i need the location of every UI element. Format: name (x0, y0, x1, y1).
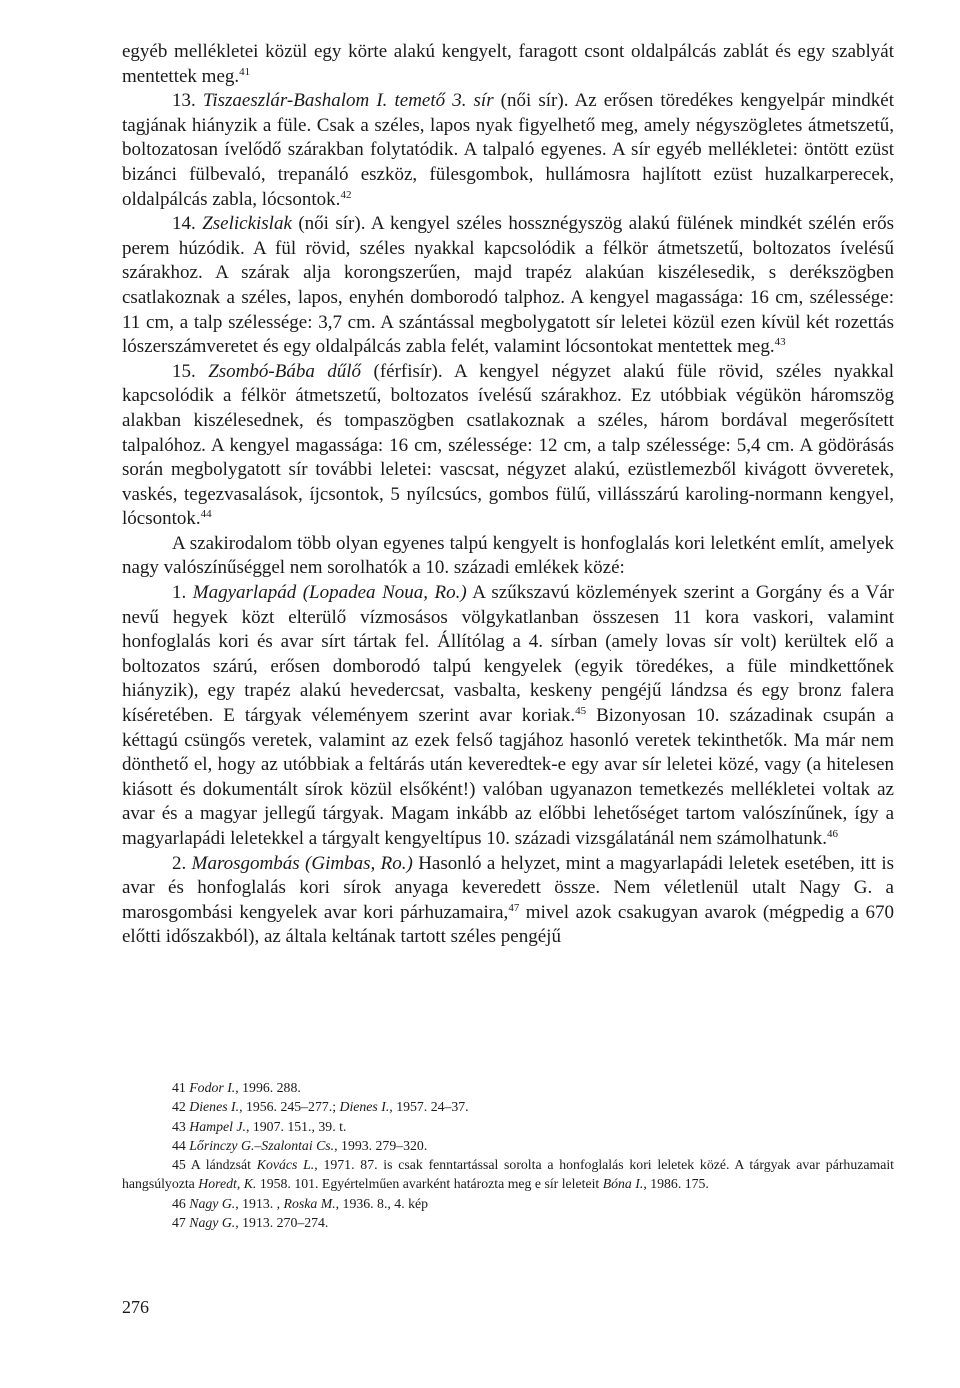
footnote (122, 1097, 894, 1116)
footnote (122, 1117, 894, 1136)
text-run: (női sír). Az erősen töredékes kengyelpár mindkét tagjának hiányzik a füle. Csak a széles, lapos nyak figyelhető meg, amely négyszögletes átmetszetű, boltozatosan ívelődő szárakban folytatódik. A talpaló egyenes. A sír egyéb mellékletei: öntött ezüst bizánci fülbevaló, trepanáló eszköz, fülesgombok, hullámosra hajlított ezüst huzalkarperecek, oldalpálcás zabla, lócsontok. (122, 90, 894, 210)
footnote-ref: 46 (827, 828, 839, 840)
footnote (122, 1078, 894, 1097)
italic-text: Magyarlapád (Lopadea Noua, Ro.) (192, 582, 467, 604)
text-run: 13. (172, 90, 203, 112)
italic-text: Bóna I. (602, 1176, 644, 1192)
italic-text: Fodor I. (189, 1080, 236, 1095)
footnote (122, 1136, 894, 1155)
footnotes (122, 1078, 894, 1232)
text-run: 1958. 101. Egyértelműen avarként határozta meg e sír leleteit (256, 1176, 603, 1192)
italic-text: Marosgombás (Gimbas, Ro.) (191, 852, 413, 874)
footnote (122, 1194, 894, 1213)
paragraph (122, 532, 894, 581)
text-run: 1. (172, 582, 193, 604)
paragraph (122, 40, 894, 89)
text-run: 45 A lándzsát (172, 1157, 257, 1173)
text-run: 2. (172, 852, 192, 874)
text-run: Bizonyosan 10. századinak csupán a kéttagú csüngős veretek, valamint az ezek felső tagjához hasonló veretek tekinthetők. Ma már nem dönthető el, hogy az utóbbiak a feltárás után keveredtek-e egy avar sír leletei közé, vagy (a hitelesen kiásott és dokumentált sírok közül elsőként!) valóban ugyanazon temetkezés mellékletei voltak az avar és a magyar jellegű tárgyak. Magam inkább az előbbi lehetőséget tartom valószínűnek, így a magyarlapádi leletekkel a tárgyalt kengyeltípus 10. századi vizsgálatánál nem számolhatunk. (122, 705, 894, 849)
text-run: (férfisír). A kengyel négyzet alakú füle rövid, széles nyakkal kapcsolódik a félkör átmetszetű, boltozatos ívelésű szárakhoz. Ez utóbbiak végükön háromszög alakban kiszélesednek, és tompaszögben csatlakoznak a széles, három bordával megerősített talpalóhoz. A kengyel magassága: 16 cm, szélessége: 12 cm, a talp szélessége: 5,4 cm. A gödörásás során megbolygatott sír további leletei: vascsat, négyzet alakú, ezüstlemezből kivágott övveretek, vaskés, tegezvasalások, íjcsontok, 5 nyílcsúcs, gombos fülű, villásszárú karoling-normann kengyel, lócsontok. (122, 360, 895, 530)
text-run: 46 (172, 1195, 190, 1211)
text-run: 44 (172, 1137, 190, 1153)
footnote-ref: 41 (239, 65, 251, 78)
text-run: , 1913. , (235, 1195, 284, 1211)
italic-text: Nagy G. (189, 1215, 236, 1231)
text-run: , 1936. 8., 4. kép (335, 1195, 429, 1211)
paragraph (122, 852, 894, 950)
italic-text: Dienes I. (189, 1099, 240, 1115)
italic-text: Horedt, K. (198, 1176, 257, 1192)
text-run: , 1907. 151., 39. t. (245, 1118, 347, 1134)
footnote-ref: 43 (774, 336, 786, 349)
text-run: , 1913. 270–274. (235, 1215, 329, 1231)
italic-text: Dienes I. (339, 1099, 390, 1115)
italic-text: Zsombó-Bába dűlő (208, 360, 362, 382)
footnote-ref: 42 (340, 188, 352, 201)
paragraph (122, 360, 894, 532)
text-run: , 1957. 24–37. (389, 1099, 469, 1115)
italic-text: Kovács L. (256, 1157, 315, 1173)
text-run: 47 (172, 1215, 190, 1231)
text-run: egyéb mellékletei közül egy körte alakú kengyelt, faragott csont oldalpálcás zablát és egy szablyát mentettek meg. (122, 41, 894, 87)
text-run: 42 (172, 1099, 190, 1115)
text-run: mivel azok csakugyan avarok (mégpedig a 670 előtti időszakból), az általa keltának tartott széles pengéjű (122, 901, 894, 948)
text-run: , 1956. 245–277.; (239, 1099, 340, 1115)
italic-text: Zselickislak (202, 213, 292, 235)
footnote (122, 1155, 894, 1194)
footnote-ref: 47 (508, 901, 520, 914)
text-run: , 1996. 288. (235, 1080, 301, 1095)
paragraph (122, 89, 894, 212)
text-run: Hasonló a helyzet, mint a magyarlapádi leletek esetében, itt is avar és honfoglalás kori sírok anyaga keveredett össze. Nem véletlenül utalt Nagy G. a marosgombási kengyelek avar kori párhuzamaira, (122, 852, 894, 923)
footnote (122, 1213, 894, 1232)
page-number: 276 (122, 1297, 149, 1317)
italic-text: Tiszaeszlár-Bashalom I. temető 3. sír (202, 90, 494, 112)
text-run: A szűkszavú közlemények szerint a Gorgány és a Vár nevű hegyek közt elterülő vízmosásos völgykatlanban összesen 11 kora vaskori, valamint honfoglalás kori és avar sírt tártak fel. Állítólag a 4. sírban (amely lovas sír volt) kerültek elő a boltozatos szárú, erősen domborodó talpú kengyelek (egyik töredékes, a füle mindkettőnek hiányzik), egy trapéz alakú hevedercsat, vasbalta, keskeny pengéjű lándzsa és egy bronz falera kíséretében. E tárgyak véleményem szerint avar koriak. (122, 582, 895, 727)
text-run: 41 (172, 1080, 190, 1095)
text-run: , 1986. 175. (643, 1176, 709, 1192)
text-run: , 1971. 87. is csak fenntartással sorolta a honfoglalás kori leletek közé. A tárgyak avar párhuzamait hangsúlyozta (122, 1157, 894, 1192)
text-run: 14. (172, 213, 203, 235)
footnote-ref: 45 (575, 705, 587, 718)
text-run: 43 (172, 1118, 190, 1134)
italic-text: Nagy G. (189, 1195, 236, 1211)
text-run: 15. (172, 360, 209, 382)
footnote-ref: 44 (200, 508, 212, 521)
paragraph (122, 212, 894, 360)
italic-text: Hampel J. (189, 1118, 246, 1134)
main-text (122, 40, 894, 950)
text-run: A szakirodalom több olyan egyenes talpú kengyelt is honfoglalás kori leletként említ, amelyek nagy valószínűséggel nem sorolhatók a 10. századi emlékek közé: (122, 532, 894, 579)
paragraph (122, 581, 894, 852)
italic-text: Roska M. (283, 1195, 336, 1211)
text-run: , 1993. 279–320. (334, 1137, 428, 1153)
italic-text: Lőrinczy G.–Szalontai Cs. (189, 1137, 335, 1153)
text-run: (női sír). A kengyel széles hossznégyszög alakú fülének mindkét szélén erős perem húzódik. A fül rövid, széles nyakkal kapcsolódik a félkör átmetszetű, boltozatos ívelésű szárakhoz. A szárak alja korongszerűen, majd trapéz alakúan kiszélesedik, s derékszögben csatlakoznak a széles, lapos, enyhén domborodó talphoz. A kengyel magassága: 16 cm, szélessége: 11 cm, a talp szélessége: 3,7 cm. A szántással megbolygatott sír leletei közül ezen kívül két rozettás lószerszámveretet és egy oldalpálcás zabla felét, valamint lócsontokat mentettek meg. (122, 213, 894, 358)
